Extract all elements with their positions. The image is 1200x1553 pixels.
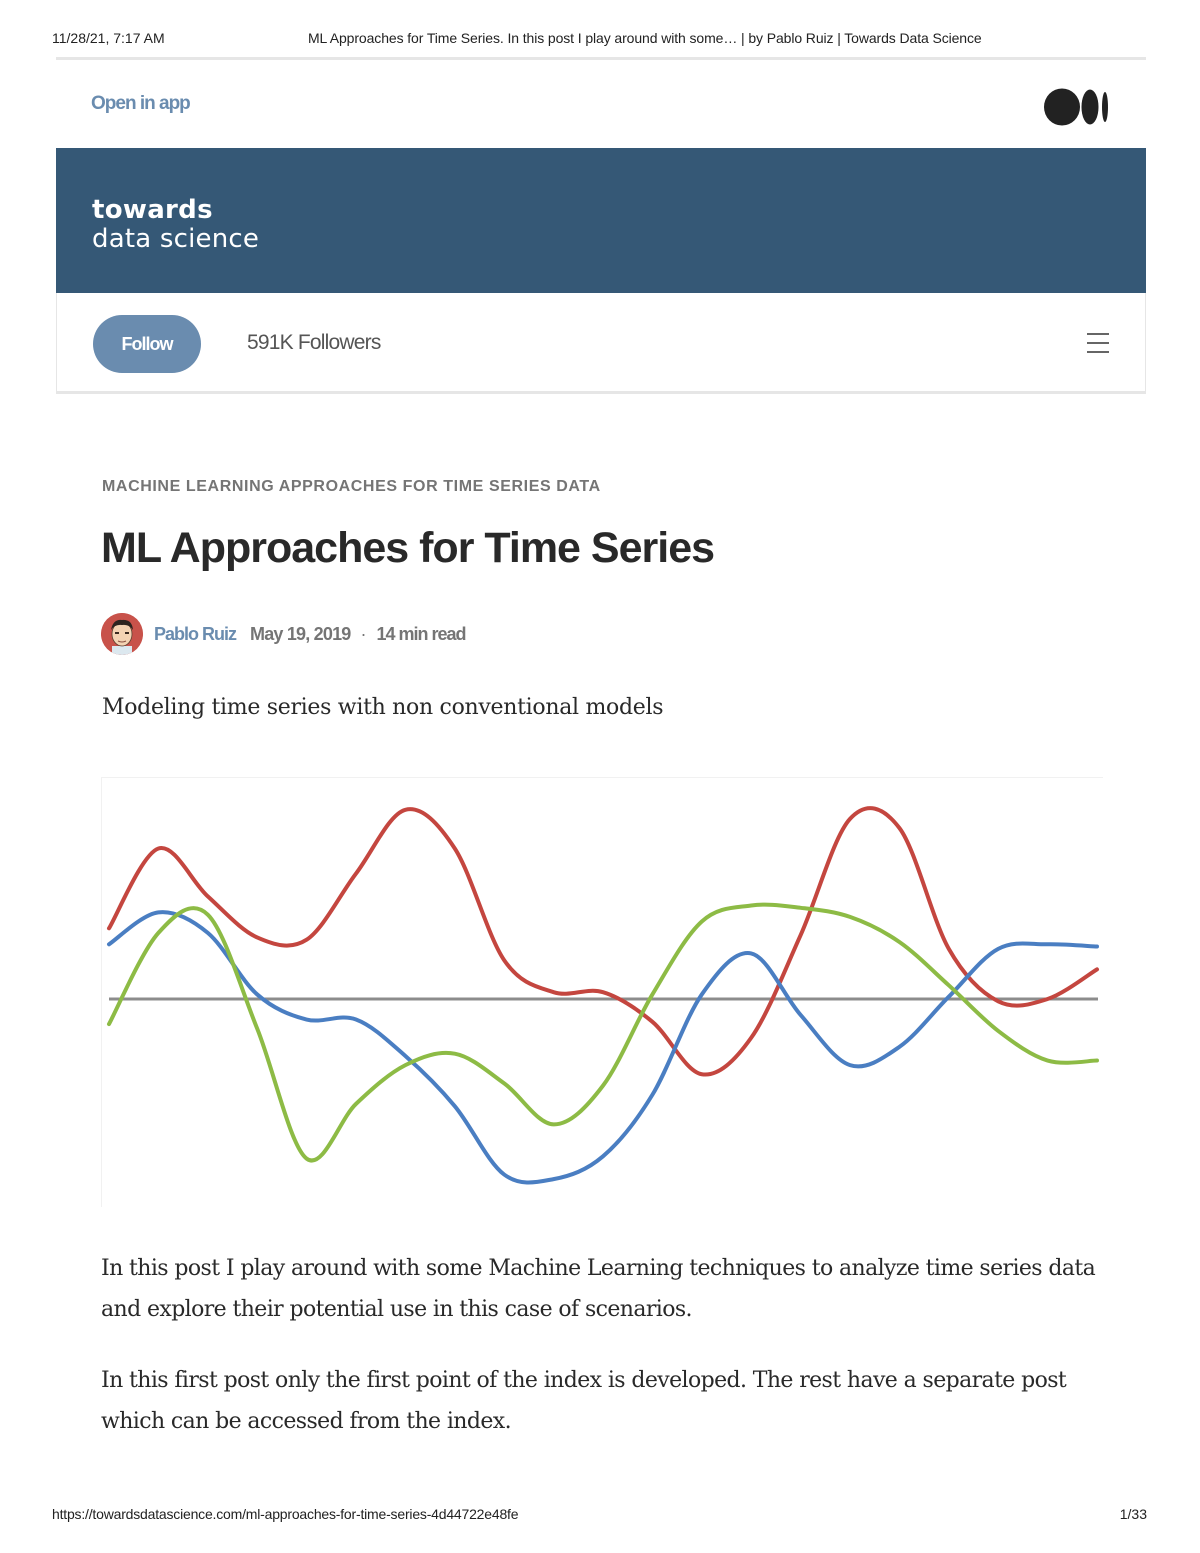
- print-page-number: 1/33: [1119, 1506, 1147, 1522]
- print-url: https://towardsdatascience.com/ml-approaches-for-time-series-4d44722e48fe: [52, 1506, 519, 1522]
- body-paragraph: In this first post only the first point of the index is developed. The rest have a separate post which can be accessed from the index.: [101, 1368, 1067, 1434]
- article-subtitle: Modeling time series with non conventional models: [102, 695, 664, 720]
- follow-button[interactable]: Follow: [93, 315, 201, 373]
- print-datetime: 11/28/21, 7:17 AM: [52, 30, 165, 46]
- chart-series-green: [109, 905, 1097, 1161]
- followers-count: 591K Followers: [247, 331, 381, 354]
- open-in-app-link[interactable]: Open in app: [91, 93, 190, 114]
- article-title: ML Approaches for Time Series: [101, 524, 715, 572]
- publish-date[interactable]: May 19, 2019: [250, 623, 351, 644]
- chart-series-red: [109, 808, 1097, 1074]
- body-paragraph: In this post I play around with some Machine Learning techniques to analyze time series data and explore their potential use in this case of scenarios.: [101, 1256, 1096, 1322]
- article-kicker: MACHINE LEARNING APPROACHES FOR TIME SERIES DATA: [102, 478, 601, 495]
- read-time: 14 min read: [376, 623, 466, 644]
- author-name-link[interactable]: Pablo Ruiz: [154, 623, 237, 644]
- publication-name-line2: data science: [92, 224, 260, 254]
- byline-separator: ·: [360, 623, 367, 644]
- hero-line-chart: [101, 777, 1103, 1207]
- print-page-title: ML Approaches for Time Series. In this post I play around with some… | by Pablo Ruiz | Towards Data Science: [308, 30, 982, 46]
- publication-name-line1: towards: [92, 195, 213, 225]
